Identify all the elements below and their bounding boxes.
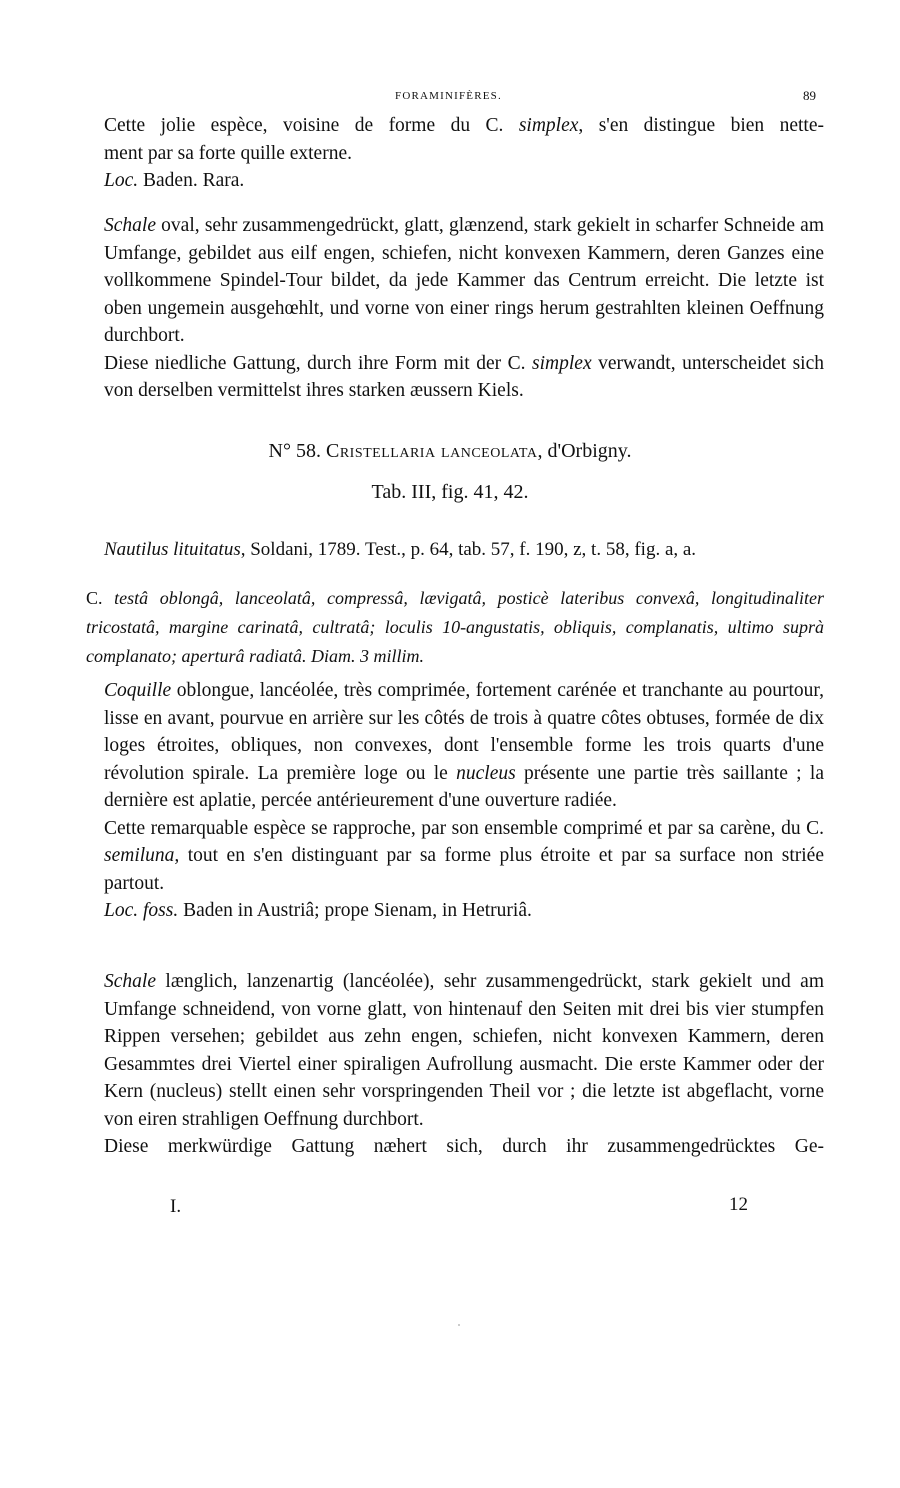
german-comparison: Diese niedliche Gattung, durch ihre Form mit der C. simplex verwandt, unterscheidet sich von derselben vermittelst ihres starken æussern Kiels. xyxy=(104,352,824,401)
french-remark xyxy=(104,112,824,195)
latin-diagnosis: C. testâ oblongâ, lanceolatâ, compressâ, lævigatâ, posticè lateribus convexâ, longitudinaliter tricostatâ, margine carinatâ, cultratâ; loculis 10-angustatis, obliquis, complanatis, ultimo suprà complanato; aperturâ radiatâ. Diam. 3 millim. xyxy=(86,588,824,666)
species-heading: N° 58. Cristellaria lanceolata, d'Orbigny. xyxy=(268,440,632,462)
plate-reference: Tab. III, fig. 41, 42. xyxy=(371,481,529,503)
locality-line: Loc. Baden. Rara. xyxy=(104,170,245,191)
remark-line-1: Cette jolie espèce, voisine de forme du C. simplex, s'en distingue bien nette- xyxy=(104,115,824,136)
schale-paragraph: Schale længlich, lanzenartig (lancéolée), sehr zusammengedrückt, stark gekielt und am Umfange schneidend, von vorne glatt, von hintenauf den Seiten mit drei bis vier stumpfen Rippen versehen; gebildet aus zehn engen, schiefen, nicht konvexen Kammern, deren Gesammtes drei Viertel einer spiraligen Aufrollung ausmacht. Die erste Kammer oder der Kern (nucleus) stellt einen sehr vorspringenden Theil vor ; die letzte ist abgeflacht, vorne von eiren strahligen Oeffnung durchbort. xyxy=(104,971,824,1130)
french-description xyxy=(104,677,824,925)
comparison-paragraph: Cette remarquable espèce se rapproche, par son ensemble comprimé et par sa carène, du C. semiluna, tout en s'en distinguant par sa forme plus étroite et par sa surface non striée partout. xyxy=(104,817,824,894)
synonym-line: Nautilus lituitatus, Soldani, 1789. Test., p. 64, tab. 57, f. 190, z, t. 58, fig. a, a. xyxy=(104,539,697,560)
paper-speck xyxy=(458,1324,460,1326)
remark-line-2: ment par sa forte quille externe. xyxy=(104,142,352,164)
coquille-paragraph: Coquille oblongue, lancéolée, très comprimée, fortement carénée et tranchante au pourtour, lisse en avant, pourvue en arrière sur les côtés de trois à quatre côtes obtuses, formée de dix loges étroites, obliques, non convexes, dont l'ensemble forme les trois quarts d'une révolution spirale. La première loge ou le nucleus présente une partie très saillante ; la dernière est aplatie, percée antérieurement d'une ouverture radiée. xyxy=(104,680,824,811)
german-description-2 xyxy=(104,968,824,1161)
sheet-number: 12 xyxy=(729,1194,748,1215)
page-number: 89 xyxy=(803,88,816,103)
running-head: FORAMINIFÈRES. xyxy=(395,90,502,102)
fossil-locality: Loc. foss. Baden in Austriâ; prope Sienam, in Hetruriâ. xyxy=(104,900,532,921)
german-paragraph: Schale oval, sehr zusammengedrückt, glatt, glænzend, stark gekielt in scharfer Schneide am Umfange, gebildet aus eilf engen, schiefen, nicht konvexen Kammern, deren Ganzes eine vollkommene Spindel-Tour bildet, da jede Kammer das Centrum erreicht. Die letzte ist oben ungemein ausgehœhlt, und vorne von einer rings herum gestrahlten kleinen Oeffnung durchbort. xyxy=(104,215,825,346)
species-name: Cristellaria lanceolata xyxy=(326,440,538,462)
continuation-line: Diese merkwürdige Gattung næhert sich, durch ihr zusammengedrücktes Ge- xyxy=(104,1136,824,1157)
german-description xyxy=(104,212,824,405)
signature-mark: I. xyxy=(170,1196,182,1217)
